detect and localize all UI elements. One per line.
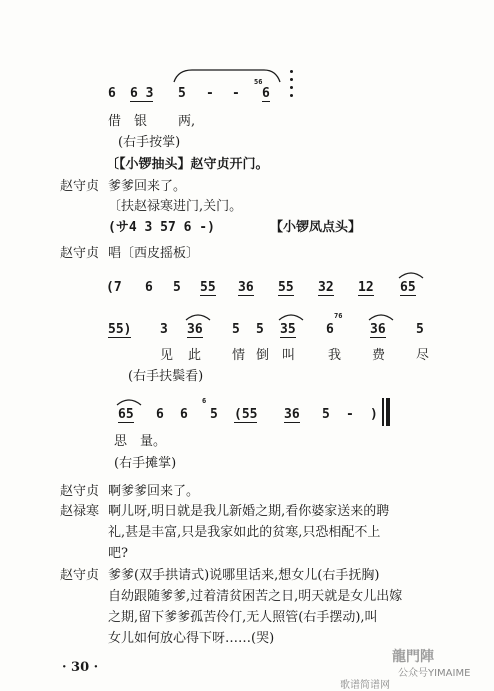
note: (7: [106, 280, 122, 295]
note: 6: [326, 322, 334, 337]
lyric: 见: [160, 348, 174, 363]
stage-direction: (右手摊掌): [114, 456, 177, 471]
grace-note: 6: [202, 397, 207, 405]
speech-line: 啊爹爹回来了。: [108, 484, 200, 499]
note: 36: [284, 407, 300, 422]
note: 12: [358, 280, 374, 295]
lyric: 叫: [282, 348, 296, 363]
speaker-label: 赵禄寒: [60, 504, 100, 519]
note: 5: [322, 407, 330, 422]
note: -: [206, 86, 214, 101]
speech-line: 之期,留下爹爹孤苦伶仃,无人照管(右手摆动),叫: [108, 610, 378, 625]
grace-note: 76: [334, 312, 343, 320]
slur-arc: [116, 397, 142, 407]
note: -: [232, 86, 240, 101]
note: 6: [156, 407, 164, 422]
note: 5: [210, 407, 218, 422]
stage-direction: (右手按掌): [118, 135, 181, 150]
fermata-dots: [290, 70, 294, 106]
note: 5: [232, 322, 240, 337]
note: 36: [370, 322, 386, 337]
note: 55: [200, 280, 216, 295]
note: 6: [108, 86, 116, 101]
watermark-logo: 龍門陣: [392, 649, 434, 665]
lyric: 情: [232, 348, 246, 363]
note: 5: [178, 86, 186, 101]
note: 5: [256, 322, 264, 337]
speech-line: 爹爹(双手拱请式)说哪里话来,想女儿(右手抚胸): [108, 568, 380, 583]
note: 55: [278, 280, 294, 295]
note: 6: [145, 280, 153, 295]
slur-arc: [278, 312, 304, 322]
page-number: · 30 ·: [62, 660, 99, 675]
speaker-label: 赵守贞: [60, 568, 100, 583]
note: 6: [180, 407, 188, 422]
note: 65: [118, 407, 134, 422]
lyric: 尽: [416, 348, 430, 363]
lyric: 量。: [140, 434, 167, 449]
slur-arc: [172, 68, 282, 88]
note: ): [370, 407, 378, 422]
aria-label: 唱〔西皮摇板〕: [108, 246, 200, 261]
speaker-label: 赵守贞: [60, 246, 100, 261]
stage-direction: 〔扶赵禄寒进门,关门。: [108, 199, 243, 214]
speech-line: 自幼跟随爹爹,过着清贫困苦之日,明天就是女儿出嫁: [108, 589, 403, 604]
note: 65: [400, 280, 416, 295]
speech: 爹爹回来了。: [108, 179, 187, 194]
rhythm-line: (サ4 3 57 6 -): [108, 220, 215, 235]
note: -: [346, 407, 354, 422]
slur-arc: [368, 312, 394, 322]
lyric: 我: [328, 348, 342, 363]
grace-note: 56: [254, 78, 263, 86]
note: 36: [238, 280, 254, 295]
speaker-label: 赵守贞: [60, 484, 100, 499]
note: (55: [234, 407, 258, 422]
note: 32: [318, 280, 334, 295]
note: 35: [280, 322, 296, 337]
stage-direction: (右手扶鬓看): [128, 369, 204, 384]
slur-arc: [398, 270, 424, 280]
note: 36: [187, 322, 203, 337]
speech-line: 礼,甚是丰富,只是我家如此的贫寒,只恐相配不上: [108, 525, 381, 540]
barline-thin: [382, 398, 384, 426]
lyric: 两,: [178, 114, 196, 129]
lyric: 倒: [256, 348, 270, 363]
slur-arc: [185, 312, 211, 322]
watermark-site: 歌谱简谱网: [340, 680, 390, 691]
barline-thick: [386, 398, 390, 426]
lyric: 此: [188, 348, 202, 363]
speech-line: 啊儿呀,明日就是我儿新婚之期,看你婆家送来的聘: [108, 504, 390, 519]
lyric: 借: [108, 114, 122, 129]
lyric: 思: [114, 434, 128, 449]
watermark-text: 公众号YIMAIME: [398, 668, 471, 679]
note: 5: [416, 322, 424, 337]
gong-cue: 【小锣凤点头】: [270, 220, 362, 235]
note: 3: [160, 322, 168, 337]
note: 6: [262, 86, 270, 101]
lyric: 费: [372, 348, 386, 363]
note: 6 3: [130, 86, 154, 101]
speech-line: 吧?: [108, 546, 128, 561]
speaker-label: 赵守贞: [60, 179, 100, 194]
speech-line: 女儿如何放心得下呀……(哭): [108, 631, 275, 646]
note: 5: [173, 280, 181, 295]
lyric: 银: [134, 114, 148, 129]
note: 55): [108, 322, 132, 337]
gong-cue: 〔【小锣抽头】赵守贞开门。: [106, 157, 269, 172]
